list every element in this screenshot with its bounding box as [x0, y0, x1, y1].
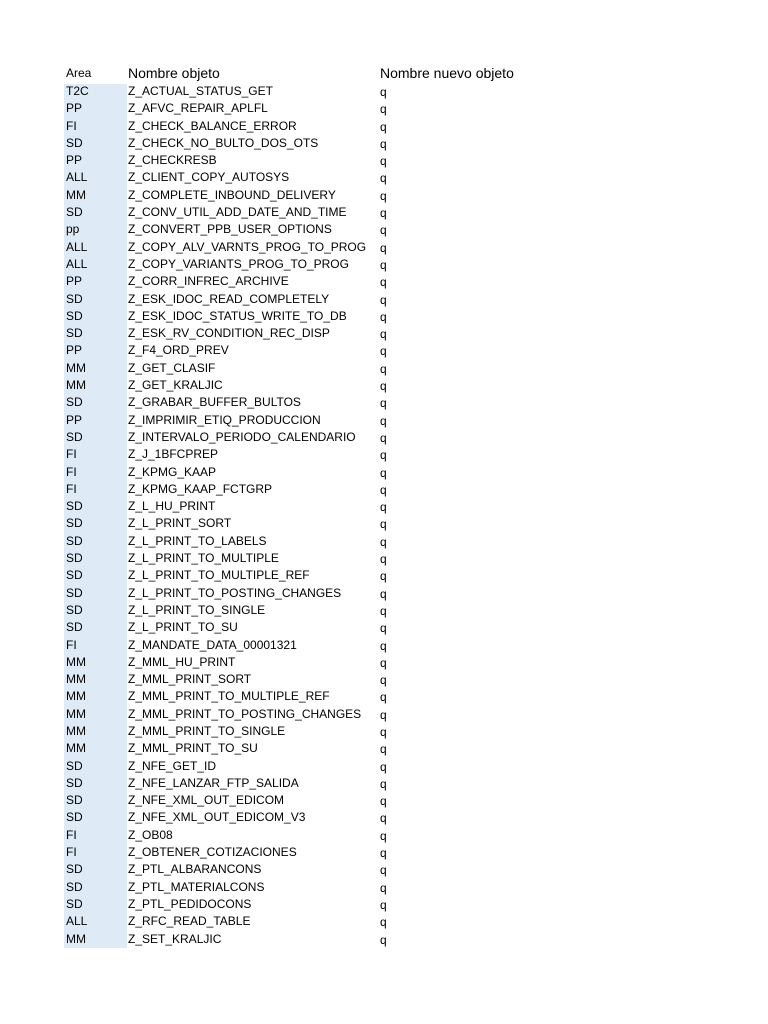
table-row: [0, 429, 768, 446]
table-row: [0, 118, 768, 135]
table-row: [0, 169, 768, 186]
cell-area[interactable]: MM: [66, 360, 86, 375]
cell-area[interactable]: FI: [66, 118, 77, 133]
table-row: [0, 723, 768, 740]
cell-new-object-name[interactable]: q: [380, 482, 387, 497]
cell-area[interactable]: SD: [66, 135, 83, 150]
table-row: [0, 637, 768, 654]
table-row: [0, 792, 768, 809]
cell-area[interactable]: MM: [66, 672, 86, 687]
table-row: [0, 896, 768, 913]
table-row: [0, 273, 768, 290]
cell-new-object-name[interactable]: q: [380, 690, 387, 705]
cell-object-name[interactable]: Z_CORR_INFREC_ARCHIVE: [128, 274, 289, 289]
cell-area[interactable]: FI: [66, 447, 77, 462]
cell-new-object-name[interactable]: q: [380, 257, 387, 272]
table-row: [0, 758, 768, 775]
cell-object-name[interactable]: Z_ESK_IDOC_STATUS_WRITE_TO_DB: [128, 308, 347, 323]
cell-area[interactable]: PP: [66, 412, 83, 427]
table-row: [0, 83, 768, 100]
table-row: [0, 308, 768, 325]
cell-object-name[interactable]: Z_SET_KRALJIC: [128, 931, 222, 946]
cell-area[interactable]: SD: [66, 758, 83, 773]
table-row: [0, 827, 768, 844]
cell-object-name[interactable]: Z_CLIENT_COPY_AUTOSYS: [128, 170, 290, 185]
cell-area[interactable]: SD: [66, 602, 83, 617]
cell-area[interactable]: SD: [66, 862, 83, 877]
cell-new-object-name[interactable]: q: [380, 430, 387, 445]
cell-area[interactable]: pp: [66, 222, 80, 237]
cell-object-name[interactable]: Z_L_HU_PRINT: [128, 499, 216, 514]
table-row: [0, 152, 768, 169]
table-row: [0, 740, 768, 757]
cell-new-object-name[interactable]: q: [380, 932, 387, 947]
cell-area[interactable]: T2C: [66, 84, 89, 98]
cell-new-object-name[interactable]: q: [380, 344, 387, 359]
cell-new-object-name[interactable]: q: [380, 759, 387, 774]
cell-object-name[interactable]: Z_NFE_LANZAR_FTP_SALIDA: [128, 775, 299, 790]
cell-new-object-name[interactable]: q: [380, 586, 387, 601]
cell-area[interactable]: MM: [66, 378, 86, 393]
cell-object-name[interactable]: Z_CHECKRESB: [128, 153, 217, 168]
cell-new-object-name[interactable]: q: [380, 863, 387, 878]
cell-object-name[interactable]: Z_NFE_XML_OUT_EDICOM: [128, 793, 285, 808]
cell-area[interactable]: FI: [66, 827, 77, 842]
cell-object-name[interactable]: Z_GRABAR_BUFFER_BULTOS: [128, 395, 301, 410]
cell-area[interactable]: SD: [66, 326, 83, 341]
cell-area[interactable]: SD: [66, 568, 83, 583]
cell-new-object-name[interactable]: q: [380, 188, 387, 203]
cell-area[interactable]: MM: [66, 706, 86, 721]
cell-object-name[interactable]: Z_ACTUAL_STATUS_GET: [128, 84, 273, 98]
cell-new-object-name[interactable]: q: [380, 500, 387, 515]
cell-area[interactable]: PP: [66, 101, 83, 116]
cell-object-name[interactable]: Z_MML_PRINT_TO_SINGLE: [128, 723, 286, 738]
cell-new-object-name[interactable]: q: [380, 707, 387, 722]
cell-new-object-name[interactable]: q: [380, 724, 387, 739]
table-row: [0, 464, 768, 481]
cell-area[interactable]: SD: [66, 793, 83, 808]
cell-new-object-name[interactable]: q: [380, 309, 387, 324]
cell-new-object-name[interactable]: q: [380, 85, 387, 99]
table-body: [0, 83, 768, 948]
cell-new-object-name[interactable]: q: [380, 673, 387, 688]
table-row: [0, 654, 768, 671]
cell-new-object-name[interactable]: q: [380, 171, 387, 186]
cell-area[interactable]: ALL: [66, 914, 88, 929]
cell-area[interactable]: SD: [66, 879, 83, 894]
cell-new-object-name[interactable]: q: [380, 534, 387, 549]
cell-object-name[interactable]: Z_L_PRINT_TO_MULTIPLE_REF: [128, 568, 310, 583]
cell-object-name[interactable]: Z_KPMG_KAAP_FCTGRP: [128, 481, 273, 496]
cell-object-name[interactable]: Z_J_1BFCPREP: [128, 447, 219, 462]
cell-new-object-name[interactable]: q: [380, 413, 387, 428]
cell-area[interactable]: ALL: [66, 239, 88, 254]
cell-new-object-name[interactable]: q: [380, 223, 387, 238]
table-row: [0, 377, 768, 394]
cell-object-name[interactable]: Z_L_PRINT_TO_SU: [128, 620, 238, 635]
cell-object-name[interactable]: Z_L_PRINT_TO_MULTIPLE: [128, 551, 279, 566]
header-object-name[interactable]: Nombre objeto: [128, 65, 220, 81]
table-row: [0, 325, 768, 342]
cell-new-object-name[interactable]: q: [380, 794, 387, 809]
cell-new-object-name[interactable]: q: [380, 655, 387, 670]
cell-object-name[interactable]: Z_CHECK_BALANCE_ERROR: [128, 118, 297, 133]
table-row: [0, 239, 768, 256]
cell-object-name[interactable]: Z_RFC_READ_TABLE: [128, 914, 251, 929]
cell-new-object-name[interactable]: q: [380, 327, 387, 342]
cell-new-object-name[interactable]: q: [380, 621, 387, 636]
cell-object-name[interactable]: Z_COMPLETE_INBOUND_DELIVERY: [128, 187, 336, 202]
cell-area[interactable]: SD: [66, 585, 83, 600]
cell-new-object-name[interactable]: q: [380, 136, 387, 151]
cell-object-name[interactable]: Z_CHECK_NO_BULTO_DOS_OTS: [128, 135, 319, 150]
cell-area[interactable]: SD: [66, 308, 83, 323]
cell-object-name[interactable]: Z_GET_CLASIF: [128, 360, 216, 375]
cell-area[interactable]: SD: [66, 395, 83, 410]
table-row: [0, 412, 768, 429]
cell-object-name[interactable]: Z_IMPRIMIR_ETIQ_PRODUCCION: [128, 412, 321, 427]
cell-area[interactable]: SD: [66, 291, 83, 306]
cell-new-object-name[interactable]: q: [380, 275, 387, 290]
table-row: [0, 394, 768, 411]
cell-area[interactable]: MM: [66, 723, 86, 738]
cell-object-name[interactable]: Z_ESK_RV_CONDITION_REC_DISP: [128, 326, 330, 341]
cell-new-object-name[interactable]: q: [380, 154, 387, 169]
cell-object-name[interactable]: Z_INTERVALO_PERIODO_CALENDARIO: [128, 429, 356, 444]
cell-object-name[interactable]: Z_COPY_VARIANTS_PROG_TO_PROG: [128, 256, 349, 271]
table-row: [0, 291, 768, 308]
cell-object-name[interactable]: Z_L_PRINT_TO_LABELS: [128, 533, 267, 548]
table-row: [0, 342, 768, 359]
table-row: [0, 100, 768, 117]
cell-new-object-name[interactable]: q: [380, 846, 387, 861]
cell-new-object-name[interactable]: q: [380, 552, 387, 567]
cell-area[interactable]: ALL: [66, 256, 88, 271]
table-row: [0, 221, 768, 238]
cell-new-object-name[interactable]: q: [380, 102, 387, 117]
table-row: [0, 187, 768, 204]
table-row: [0, 809, 768, 826]
cell-area[interactable]: FI: [66, 464, 77, 479]
table-row: [0, 602, 768, 619]
table-row: [0, 619, 768, 636]
cell-new-object-name[interactable]: q: [380, 448, 387, 463]
table-row: [0, 567, 768, 584]
cell-area[interactable]: PP: [66, 153, 83, 168]
cell-new-object-name[interactable]: q: [380, 379, 387, 394]
cell-object-name[interactable]: Z_L_PRINT_TO_POSTING_CHANGES: [128, 585, 342, 600]
cell-new-object-name[interactable]: q: [380, 811, 387, 826]
table-row: [0, 913, 768, 930]
cell-object-name[interactable]: Z_PTL_ALBARANCONS: [128, 862, 262, 877]
table-row: [0, 879, 768, 896]
cell-new-object-name[interactable]: q: [380, 240, 387, 255]
table-row: [0, 671, 768, 688]
table-row: [0, 498, 768, 515]
cell-area[interactable]: MM: [66, 187, 86, 202]
cell-area[interactable]: FI: [66, 481, 77, 496]
cell-new-object-name[interactable]: q: [380, 119, 387, 134]
cell-new-object-name[interactable]: q: [380, 603, 387, 618]
cell-object-name[interactable]: Z_L_PRINT_SORT: [128, 516, 232, 531]
cell-area[interactable]: SD: [66, 499, 83, 514]
cell-area[interactable]: SD: [66, 551, 83, 566]
cell-object-name[interactable]: Z_CONVERT_PPB_USER_OPTIONS: [128, 222, 332, 237]
cell-area[interactable]: FI: [66, 845, 77, 860]
table-row: [0, 550, 768, 567]
cell-new-object-name[interactable]: q: [380, 638, 387, 653]
table-row: [0, 360, 768, 377]
table-row: [0, 706, 768, 723]
cell-object-name[interactable]: Z_OBTENER_COTIZACIONES: [128, 845, 297, 860]
cell-object-name[interactable]: Z_GET_KRALJIC: [128, 378, 223, 393]
cell-object-name[interactable]: Z_MML_PRINT_TO_MULTIPLE_REF: [128, 689, 330, 704]
cell-area[interactable]: SD: [66, 516, 83, 531]
cell-object-name[interactable]: Z_MML_PRINT_TO_SU: [128, 741, 258, 756]
cell-new-object-name[interactable]: q: [380, 776, 387, 791]
cell-new-object-name[interactable]: q: [380, 206, 387, 221]
cell-new-object-name[interactable]: q: [380, 915, 387, 930]
cell-object-name[interactable]: Z_COPY_ALV_VARNTS_PROG_TO_PROG: [128, 239, 367, 254]
table-row: [0, 585, 768, 602]
cell-new-object-name[interactable]: q: [380, 828, 387, 843]
cell-area[interactable]: SD: [66, 620, 83, 635]
cell-object-name[interactable]: Z_OB08: [128, 827, 173, 842]
header-new-object-name[interactable]: Nombre nuevo objeto: [380, 65, 514, 81]
cell-object-name[interactable]: Z_MANDATE_DATA_00001321: [128, 637, 297, 652]
table-row: [0, 515, 768, 532]
cell-new-object-name[interactable]: q: [380, 465, 387, 480]
cell-new-object-name[interactable]: q: [380, 517, 387, 532]
cell-area[interactable]: ALL: [66, 170, 88, 185]
table-row: [0, 844, 768, 861]
cell-area[interactable]: SD: [66, 810, 83, 825]
table-row: [0, 931, 768, 948]
table-row: [0, 135, 768, 152]
cell-object-name[interactable]: Z_CONV_UTIL_ADD_DATE_AND_TIME: [128, 205, 347, 220]
table-row: [0, 775, 768, 792]
cell-area[interactable]: PP: [66, 274, 83, 289]
cell-new-object-name[interactable]: q: [380, 880, 387, 895]
cell-object-name[interactable]: Z_L_PRINT_TO_SINGLE: [128, 602, 266, 617]
table-row: [0, 861, 768, 878]
cell-area[interactable]: PP: [66, 343, 83, 358]
cell-area[interactable]: FI: [66, 637, 77, 652]
cell-new-object-name[interactable]: q: [380, 292, 387, 307]
cell-area[interactable]: SD: [66, 896, 83, 911]
cell-new-object-name[interactable]: q: [380, 361, 387, 376]
cell-object-name[interactable]: Z_F4_ORD_PREV: [128, 343, 229, 358]
cell-new-object-name[interactable]: q: [380, 396, 387, 411]
cell-object-name[interactable]: Z_MML_PRINT_TO_POSTING_CHANGES: [128, 706, 362, 721]
cell-new-object-name[interactable]: q: [380, 569, 387, 584]
table-row: [0, 256, 768, 273]
cell-object-name[interactable]: Z_NFE_XML_OUT_EDICOM_V3: [128, 810, 306, 825]
cell-area[interactable]: MM: [66, 741, 86, 756]
cell-object-name[interactable]: Z_NFE_GET_ID: [128, 758, 217, 773]
cell-area[interactable]: SD: [66, 205, 83, 220]
cell-area[interactable]: MM: [66, 689, 86, 704]
cell-object-name[interactable]: Z_PTL_MATERIALCONS: [128, 879, 265, 894]
cell-new-object-name[interactable]: q: [380, 742, 387, 757]
cell-object-name[interactable]: Z_KPMG_KAAP: [128, 464, 217, 479]
table-row: [0, 533, 768, 550]
cell-object-name[interactable]: Z_AFVC_REPAIR_APLFL: [128, 101, 268, 116]
cell-object-name[interactable]: Z_PTL_PEDIDOCONS: [128, 896, 252, 911]
table-row: [0, 446, 768, 463]
header-row: [0, 64, 768, 84]
cell-object-name[interactable]: Z_MML_PRINT_SORT: [128, 672, 252, 687]
cell-area[interactable]: SD: [66, 775, 83, 790]
cell-area[interactable]: MM: [66, 931, 86, 946]
table-row: [0, 481, 768, 498]
cell-area[interactable]: SD: [66, 533, 83, 548]
cell-object-name[interactable]: Z_ESK_IDOC_READ_COMPLETELY: [128, 291, 330, 306]
cell-new-object-name[interactable]: q: [380, 897, 387, 912]
cell-area[interactable]: MM: [66, 654, 86, 669]
cell-area[interactable]: SD: [66, 429, 83, 444]
header-area[interactable]: Area: [66, 65, 92, 80]
cell-object-name[interactable]: Z_MML_HU_PRINT: [128, 654, 236, 669]
table-row: [0, 688, 768, 705]
table-row: [0, 204, 768, 221]
